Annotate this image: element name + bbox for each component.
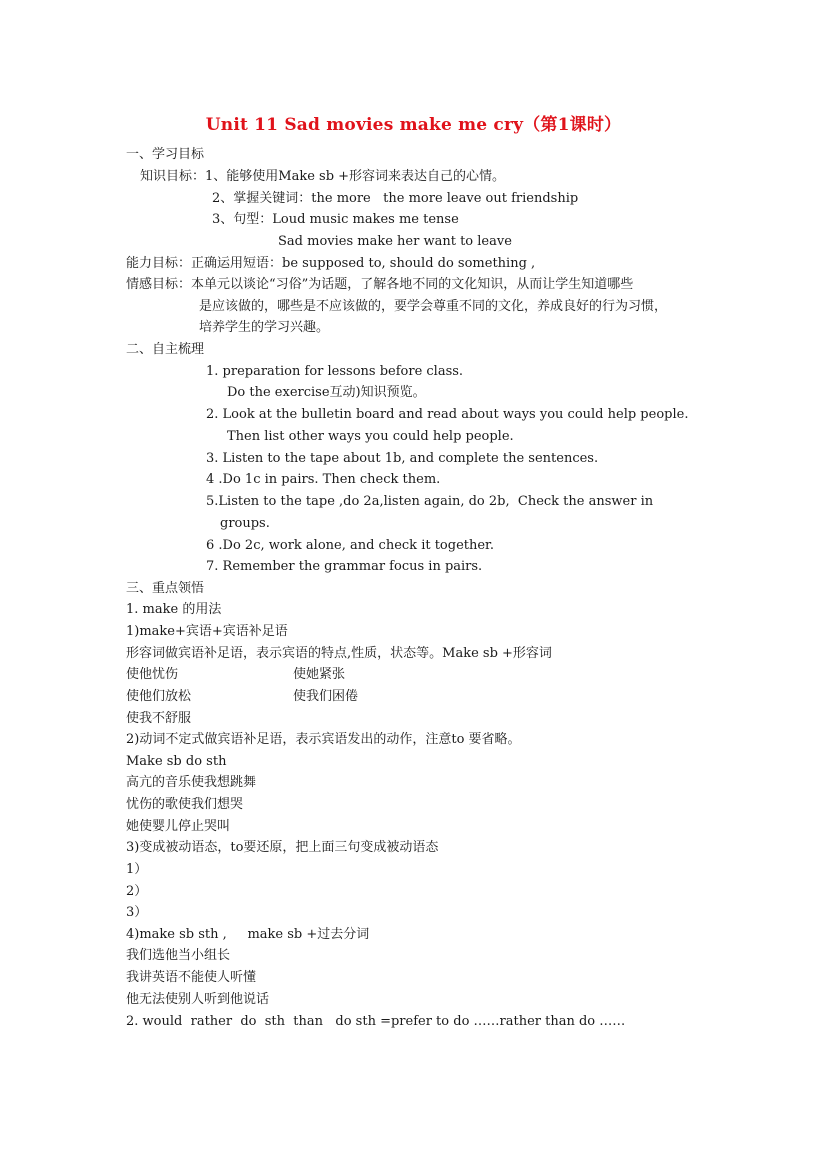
text-line: 形容词做宾语补足语，表示宾语的特点,性质，状态等。Make sb +形容词	[126, 646, 552, 661]
list-item: Do the exercise互动)知识预览。	[227, 385, 426, 400]
knowledge-goal-3-example: Sad movies make her want to leave	[278, 234, 512, 249]
ability-goal: 能力目标：正确运用短语：be supposed to, should do something ,	[126, 256, 536, 271]
list-item: 6 .Do 2c, work alone, and check it together.	[206, 538, 494, 553]
text-line: Make sb do sth	[126, 754, 227, 769]
list-item: 1. preparation for lessons before class.	[206, 364, 464, 379]
list-item: groups.	[220, 516, 270, 531]
list-item: 3. Listen to the tape about 1b, and complete the sentences.	[206, 451, 599, 466]
emotion-goal-line-3: 培养学生的学习兴趣。	[199, 320, 330, 335]
text-line: 4)make sb sth , make sb +过去分词	[126, 927, 370, 942]
text-line: 她使婴儿停止哭叫	[126, 819, 231, 834]
text-line: 使她紧张	[293, 667, 346, 682]
section-heading-goals: 一、学习目标	[126, 147, 205, 162]
list-item: Then list other ways you could help people.	[227, 429, 514, 444]
knowledge-goal-1: 知识目标：1、能够使用Make sb +形容词来表达自己的心情。	[140, 169, 506, 184]
text-line: 我们选他当小组长	[126, 948, 231, 963]
emotion-goal-line-2: 是应该做的，哪些是不应该做的，要学会尊重不同的文化，养成良好的行为习惯，	[199, 299, 668, 314]
text-line: 2)动词不定式做宾语补足语，表示宾语发出的动作，注意to 要省略。	[126, 732, 521, 747]
text-line: 我讲英语不能使人听懂	[126, 970, 257, 985]
text-line: 使他们放松	[126, 689, 192, 704]
text-line: 1）	[126, 862, 148, 877]
text-line: 使他忧伤	[126, 667, 179, 682]
knowledge-goal-2: 2、掌握关键词：the more the more leave out friendship	[212, 191, 579, 206]
section-heading-key-points: 三、重点领悟	[126, 581, 205, 596]
text-line: 忧伤的歌使我们想哭	[126, 797, 244, 812]
text-line: 使我不舒服	[126, 711, 192, 726]
document-title: Unit 11 Sad movies make me cry（第1课时）	[205, 115, 622, 135]
list-item: 4 .Do 1c in pairs. Then check them.	[206, 472, 441, 487]
list-item: 7. Remember the grammar focus in pairs.	[206, 559, 483, 574]
text-line: 他无法使别人听到他说话	[126, 992, 270, 1007]
list-item: 2. Look at the bulletin board and read about ways you could help people.	[206, 407, 689, 422]
text-line: 使我们困倦	[293, 689, 359, 704]
text-line: 高亢的音乐使我想跳舞	[126, 775, 257, 790]
emotion-goal-line-1: 情感目标：本单元以谈论“习俗”为话题，了解各地不同的文化知识，从而让学生知道哪些	[126, 277, 634, 292]
text-line: 3）	[126, 905, 148, 920]
text-line: 1)make+宾语+宾语补足语	[126, 624, 288, 639]
text-line: 1. make 的用法	[126, 602, 222, 617]
text-line: 3)变成被动语态，to要还原，把上面三句变成被动语态	[126, 840, 439, 855]
knowledge-goal-3: 3、句型：Loud music makes me tense	[212, 212, 459, 227]
list-item: 5.Listen to the tape ,do 2a,listen again, do 2b, Check the answer in	[206, 494, 654, 509]
section-heading-self-study: 二、自主梳理	[126, 342, 205, 357]
text-line: 2. would rather do sth than do sth =prefer to do ……rather than do ……	[126, 1014, 626, 1029]
text-line: 2）	[126, 884, 148, 899]
